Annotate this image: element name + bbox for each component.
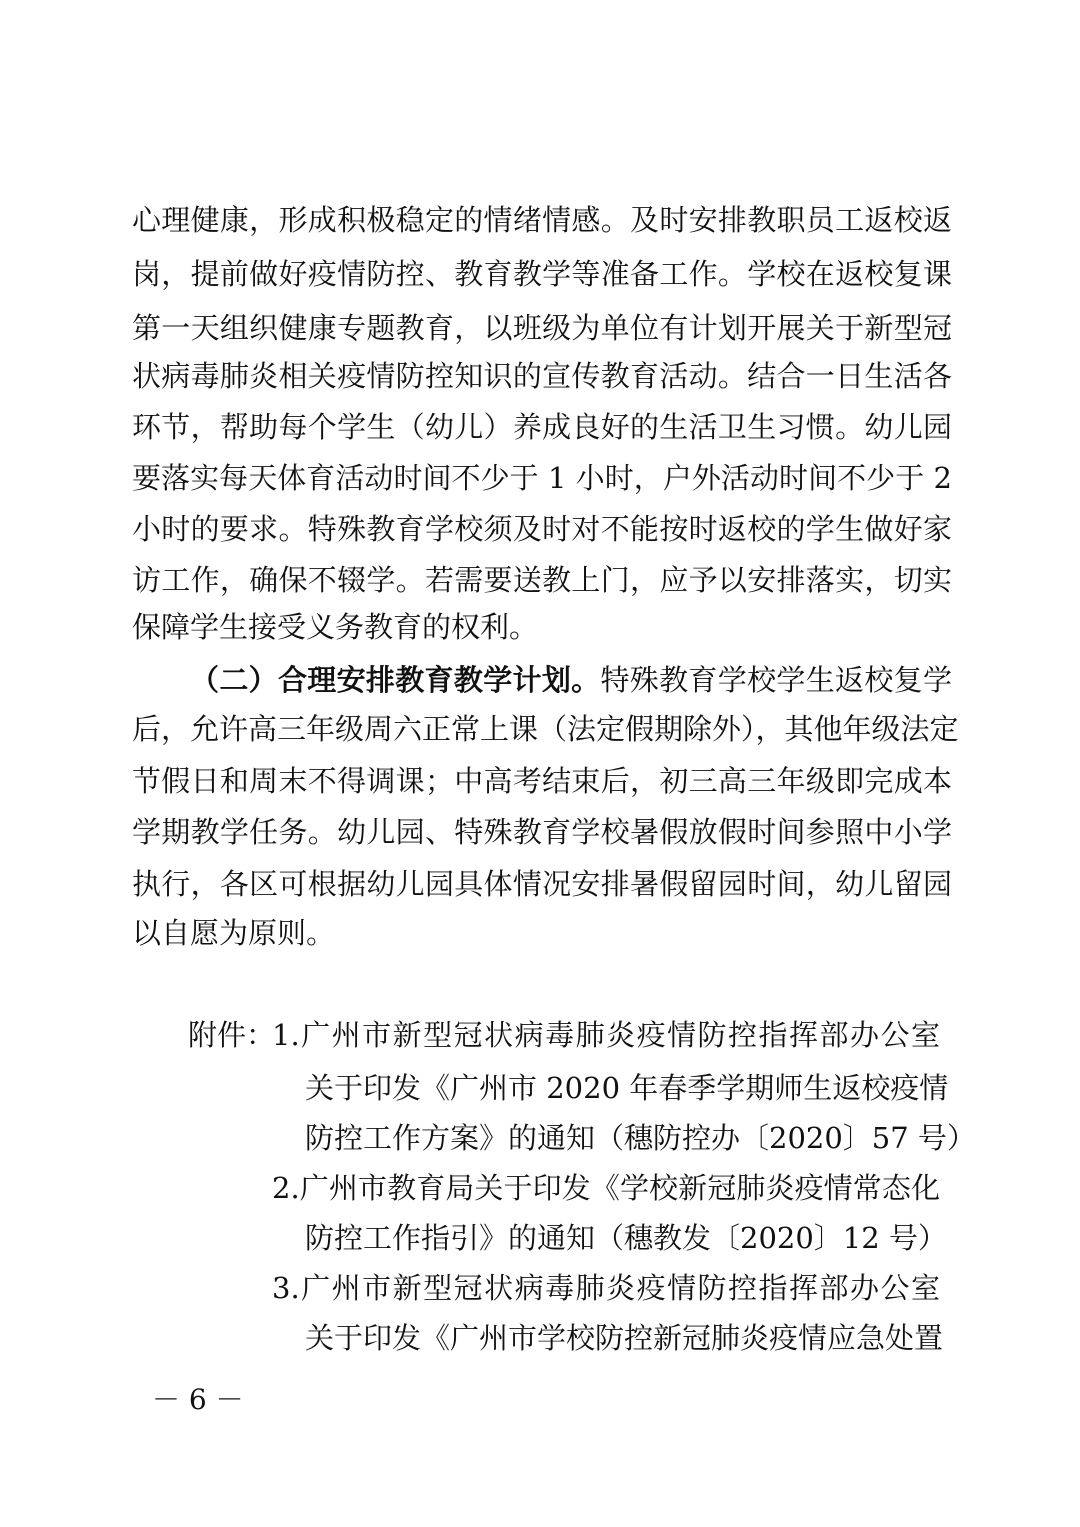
attachment-item-1: 1.广州市新型冠状病毒肺炎疫情防控指挥部办公室: [272, 1018, 940, 1052]
attachment-item-3: 3.广州市新型冠状病毒肺炎疫情防控指挥部办公室: [272, 1271, 940, 1305]
section-heading-line: [190, 660, 952, 700]
body-text-line: 第一天组织健康专题教育，以班级为单位有计划开展关于新型冠: [132, 311, 952, 345]
attachment-item-2: 2.广州市教育局关于印发《学校新冠肺炎疫情常态化: [272, 1171, 940, 1205]
body-text-line: 状病毒肺炎相关疫情防控知识的宣传教育活动。结合一日生活各: [132, 359, 952, 393]
body-text-line: 后，允许高三年级周六正常上课（法定假期除外），其他年级法定: [132, 712, 959, 746]
body-text-line: 心理健康，形成积极稳定的情绪情感。及时安排教职员工返校返: [132, 203, 952, 237]
attachments-label: 附件：: [188, 1018, 276, 1052]
body-text-segment: 特殊教育学校学生返校复学: [600, 663, 952, 697]
body-text-line: 执行，各区可根据幼儿园具体情况安排暑假留园时间，幼儿留园: [132, 867, 952, 901]
body-text-line: 保障学生接受义务教育的权利。: [132, 610, 539, 644]
section-heading: （二）合理安排教育教学计划。: [190, 663, 601, 697]
body-text-line: 小时的要求。特殊教育学校须及时对不能按时返校的学生做好家: [132, 512, 952, 546]
body-text-line: 环节，帮助每个学生（幼儿）养成良好的生活卫生习惯。幼儿园: [132, 410, 952, 444]
attachment-item-1-continued: 防控工作方案》的通知（穗防控办〔2020〕57 号）: [305, 1121, 976, 1155]
body-text-line: 访工作，确保不辍学。若需要送教上门，应予以安排落实，切实: [132, 563, 952, 597]
attachment-item-2-continued: 防控工作指引》的通知（穗教发〔2020〕12 号）: [305, 1221, 947, 1255]
body-text-line: 学期教学任务。幼儿园、特殊教育学校暑假放假时间参照中小学: [132, 815, 952, 849]
body-text-line: 节假日和周末不得调课；中高考结束后，初三高三年级即完成本: [132, 764, 952, 798]
attachment-item-3-continued: 关于印发《广州市学校防控新冠肺炎疫情应急处置: [305, 1321, 944, 1355]
body-text-line: 以自愿为原则。: [132, 916, 336, 950]
attachment-item-1-continued: 关于印发《广州市 2020 年春季学期师生返校疫情: [305, 1071, 949, 1105]
body-text-line: 要落实每天体育活动时间不少于 1 小时，户外活动时间不少于 2: [132, 461, 952, 495]
page-number: － 6 －: [152, 1383, 244, 1416]
body-text-line: 岗，提前做好疫情防控、教育教学等准备工作。学校在返校复课: [132, 257, 952, 291]
